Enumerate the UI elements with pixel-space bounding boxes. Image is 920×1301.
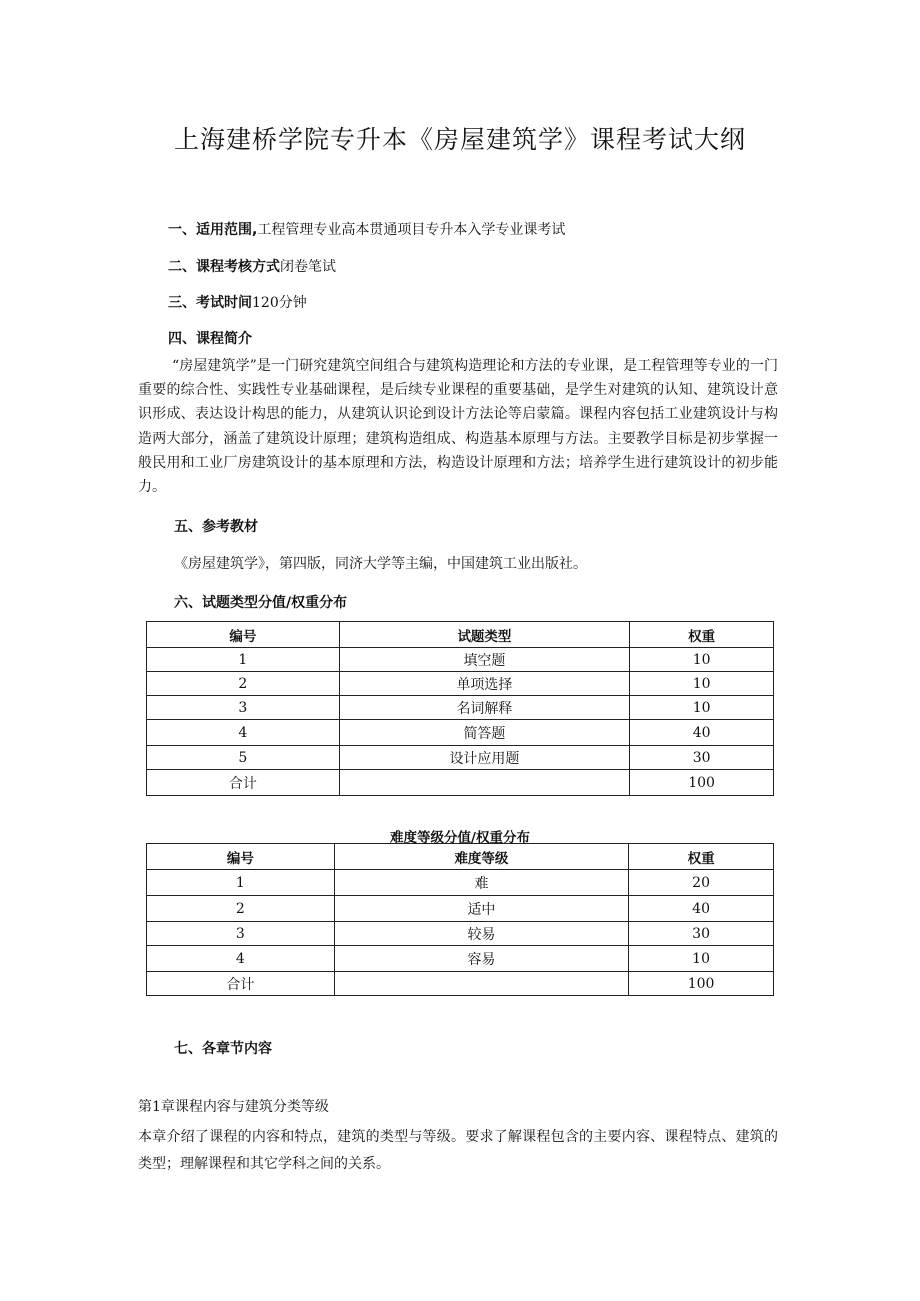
table-cell: 1 <box>147 870 335 896</box>
table-total-row <box>147 972 774 996</box>
table-cell: 适中 <box>334 896 629 922</box>
section-intro-heading: 四、课程简介 <box>168 331 252 347</box>
table-cell: 单项选择 <box>339 672 630 696</box>
chapter-1-title: 第1章课程内容与建筑分类等级 <box>138 1099 329 1115</box>
table-row <box>147 870 774 896</box>
table-row <box>147 720 774 746</box>
table-cell: 3 <box>147 922 335 946</box>
table-header-cell: 编号 <box>147 844 335 870</box>
table-cell: 2 <box>147 896 335 922</box>
table-row <box>147 922 774 946</box>
table-cell: 40 <box>629 896 774 922</box>
chapter-1-text: 本章介绍了课程的内容和特点，建筑的类型与等级。要求了解课程包含的主要内容、课程特点、建筑的类型；理解课程和其它学科之间的关系。 <box>138 1129 778 1172</box>
table-header-row <box>147 622 774 648</box>
section-scope-heading: 一、适用范围, <box>168 222 258 238</box>
question-type-table <box>146 621 774 796</box>
table-cell: 30 <box>630 746 774 770</box>
section-question-types-heading: 六、试题类型分值/权重分布 <box>174 595 348 611</box>
table-cell: 难 <box>334 870 629 896</box>
table-header-cell: 权重 <box>630 622 774 648</box>
table-cell: 40 <box>630 720 774 746</box>
table-cell: 1 <box>147 648 340 672</box>
table-cell: 5 <box>147 746 340 770</box>
table-cell: 100 <box>629 972 774 996</box>
section-duration-text: 120分钟 <box>252 295 307 311</box>
table-cell: 合计 <box>147 770 340 796</box>
section-chapters-heading: 七、各章节内容 <box>174 1041 272 1057</box>
section-assessment-text: 闭卷笔试 <box>280 259 336 275</box>
table-cell: 10 <box>630 696 774 720</box>
section-duration-heading: 三、考试时间 <box>168 295 252 311</box>
table-cell: 较易 <box>334 922 629 946</box>
table-header-row <box>147 844 774 870</box>
section-assessment-heading: 二、课程考核方式 <box>168 259 280 275</box>
section-scope-text: 工程管理专业高本贯通项目专升本入学专业课考试 <box>257 222 566 238</box>
section-scope <box>168 219 565 239</box>
table-row <box>147 896 774 922</box>
table-row <box>147 696 774 720</box>
table-cell: 10 <box>630 672 774 696</box>
table-header-cell: 试题类型 <box>339 622 630 648</box>
table-row <box>147 672 774 696</box>
table-cell: 10 <box>629 946 774 972</box>
table-cell: 合计 <box>147 972 335 996</box>
section-textbook-heading: 五、参考教材 <box>174 519 258 535</box>
table-cell <box>334 972 629 996</box>
table-cell: 4 <box>147 946 335 972</box>
page-title: 上海建桥学院专升本《房屋建筑学》课程考试大纲 <box>173 125 746 154</box>
table-cell: 20 <box>629 870 774 896</box>
table-cell: 填空题 <box>339 648 630 672</box>
table-cell: 100 <box>630 770 774 796</box>
table-cell <box>339 770 630 796</box>
section-textbook-text: 《房屋建筑学》，第四版，同济大学等主编，中国建筑工业出版社。 <box>174 556 587 572</box>
table-cell: 容易 <box>334 946 629 972</box>
section-intro-text: “房屋建筑学”是一门研究建筑空间组合与建筑构造理论和方法的专业课，是工程管理等专业的一门重要的综合性、实践性专业基础课程，是后续专业课程的重要基础，是学生对建筑的认知、建筑设计意识形成、表达设计构思的能力，从建筑认识论到设计方法论等启蒙篇。课程内容包括工业建筑设计与构造两大部分，涵盖了建筑设计原理；建筑构造组成、构造基本原理与方法。主要教学目标是初步掌握一般民用和工业厂房建筑设计的基本原理和方法，构造设计原理和方法；培养学生进行建筑设计的初步能力。 <box>138 358 778 496</box>
table-row <box>147 648 774 672</box>
table-cell: 2 <box>147 672 340 696</box>
table-cell: 设计应用题 <box>339 746 630 770</box>
section-duration <box>168 292 307 312</box>
table-cell: 10 <box>630 648 774 672</box>
section-assessment <box>168 256 336 276</box>
difficulty-table-caption: 难度等级分值/权重分布 <box>390 830 530 846</box>
table-row <box>147 946 774 972</box>
table-header-cell: 权重 <box>629 844 774 870</box>
difficulty-table <box>146 843 774 996</box>
section-intro-paragraph <box>138 354 778 499</box>
table-cell: 3 <box>147 696 340 720</box>
table-row <box>147 746 774 770</box>
table-cell: 名词解释 <box>339 696 630 720</box>
table-cell: 30 <box>629 922 774 946</box>
table-cell: 4 <box>147 720 340 746</box>
table-cell: 简答题 <box>339 720 630 746</box>
table-header-cell: 难度等级 <box>334 844 629 870</box>
table-total-row <box>147 770 774 796</box>
table-header-cell: 编号 <box>147 622 340 648</box>
